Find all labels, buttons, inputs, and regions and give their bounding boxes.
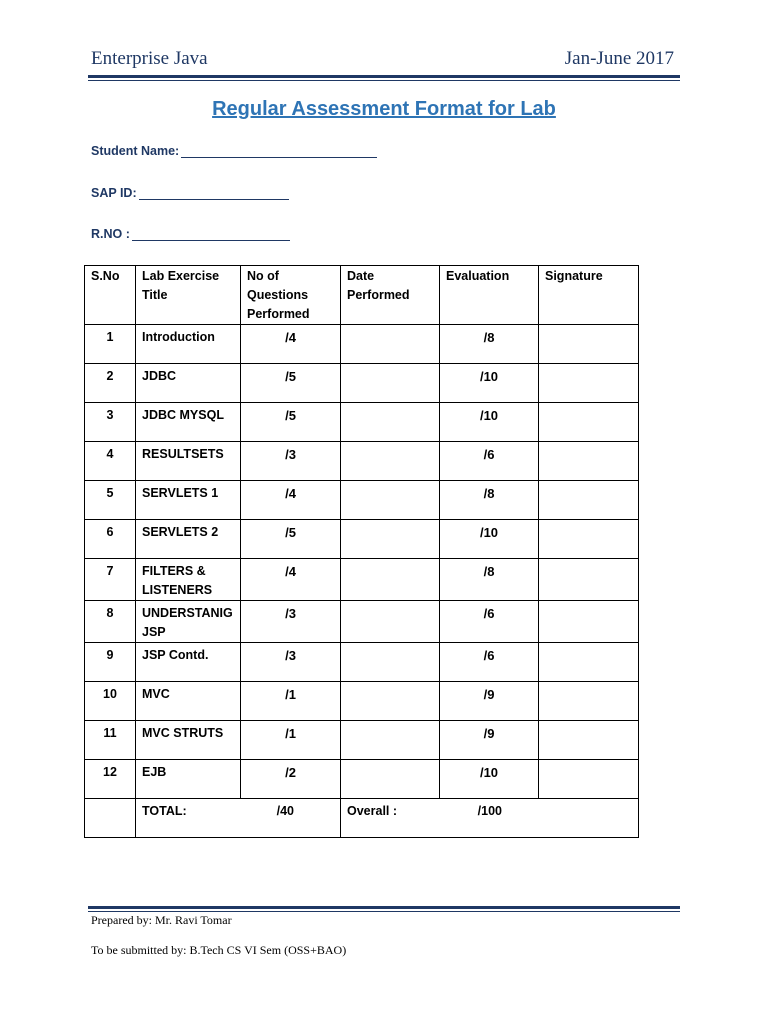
questions-cell: /4 [241,559,341,601]
evaluation-cell: /10 [440,520,539,559]
table-row [85,442,639,481]
sno-cell: 8 [85,601,136,643]
table-row [85,721,639,760]
sno-cell: 12 [85,760,136,799]
evaluation-cell: /6 [440,442,539,481]
col-header-questions: No of Questions Performed [241,266,341,325]
total-cell [136,799,341,838]
header-term: Jan-June 2017 [564,48,674,69]
questions-cell: /3 [241,601,341,643]
signature-cell[interactable] [539,760,639,799]
sno-cell: 5 [85,481,136,520]
title-cell: RESULTSETS [136,442,241,481]
date-cell[interactable] [341,721,440,760]
table-row [85,682,639,721]
signature-cell[interactable] [539,721,639,760]
title-cell: JSP Contd. [136,643,241,682]
lab-assessment-table [84,265,639,838]
evaluation-cell: /8 [440,481,539,520]
sno-cell: 2 [85,364,136,403]
student-name-line [181,145,377,158]
col-header-date: Date Performed [341,266,440,325]
col-header-title: Lab Exercise Title [136,266,241,325]
questions-cell: /1 [241,682,341,721]
questions-cell: /3 [241,442,341,481]
questions-cell: /1 [241,721,341,760]
total-questions: /40 [276,804,294,818]
title-cell: SERVLETS 1 [136,481,241,520]
header-rule-thick [88,75,680,78]
col-header-signature: Signature [539,266,639,325]
table-header-row [85,266,639,325]
evaluation-cell: /10 [440,364,539,403]
signature-cell[interactable] [539,682,639,721]
col-header-evaluation: Evaluation [440,266,539,325]
date-cell[interactable] [341,682,440,721]
total-sno-cell [85,799,136,838]
overall-value: /100 [477,804,502,818]
signature-cell[interactable] [539,481,639,520]
evaluation-cell: /9 [440,682,539,721]
date-cell[interactable] [341,364,440,403]
table-row [85,760,639,799]
date-cell[interactable] [341,442,440,481]
evaluation-cell: /8 [440,559,539,601]
signature-cell[interactable] [539,601,639,643]
sno-cell: 11 [85,721,136,760]
date-cell[interactable] [341,559,440,601]
questions-cell: /5 [241,403,341,442]
rno-field[interactable] [91,227,290,241]
table-row [85,601,639,643]
student-name-field[interactable] [91,144,377,158]
title-cell: JDBC [136,364,241,403]
signature-cell[interactable] [539,442,639,481]
sap-id-field[interactable] [91,186,289,200]
col-header-sno: S.No [85,266,136,325]
overall-label: Overall : [347,804,398,818]
title-cell: Introduction [136,325,241,364]
questions-cell: /5 [241,520,341,559]
evaluation-cell: /10 [440,760,539,799]
overall-cell [341,799,639,838]
footer-rule-thin [88,911,680,912]
title-cell: FILTERS & LISTENERS [136,559,241,601]
sno-cell: 9 [85,643,136,682]
date-cell[interactable] [341,481,440,520]
table-row [85,643,639,682]
evaluation-cell: /6 [440,601,539,643]
questions-cell: /5 [241,364,341,403]
rno-line [132,228,290,241]
sap-id-label: SAP ID: [91,186,137,200]
table-row [85,325,639,364]
table-row [85,559,639,601]
student-name-label: Student Name: [91,144,180,158]
date-cell[interactable] [341,403,440,442]
sno-cell: 4 [85,442,136,481]
signature-cell[interactable] [539,325,639,364]
signature-cell[interactable] [539,520,639,559]
header-rule-thin [88,80,680,81]
sno-cell: 6 [85,520,136,559]
page-title: Regular Assessment Format for Lab [212,98,556,120]
title-cell: UNDERSTANIG JSP [136,601,241,643]
questions-cell: /3 [241,643,341,682]
title-cell: MVC STRUTS [136,721,241,760]
date-cell[interactable] [341,760,440,799]
date-cell[interactable] [341,520,440,559]
footer-rule-thick [88,906,680,909]
signature-cell[interactable] [539,364,639,403]
signature-cell[interactable] [539,403,639,442]
evaluation-cell: /6 [440,643,539,682]
evaluation-cell: /8 [440,325,539,364]
signature-cell[interactable] [539,559,639,601]
date-cell[interactable] [341,325,440,364]
title-cell: JDBC MYSQL [136,403,241,442]
questions-cell: /4 [241,481,341,520]
total-label: TOTAL: [142,804,187,818]
sno-cell: 10 [85,682,136,721]
table-row [85,403,639,442]
prepared-by: Prepared by: Mr. Ravi Tomar [91,913,232,927]
title-cell: SERVLETS 2 [136,520,241,559]
title-cell: MVC [136,682,241,721]
evaluation-cell: /10 [440,403,539,442]
questions-cell: /2 [241,760,341,799]
questions-cell: /4 [241,325,341,364]
table-row [85,520,639,559]
rno-label: R.NO : [91,227,130,241]
header-course: Enterprise Java [91,48,208,69]
table-row [85,364,639,403]
table-row [85,481,639,520]
date-cell[interactable] [341,643,440,682]
sap-id-line [139,187,289,200]
title-cell: EJB [136,760,241,799]
submitted-by: To be submitted by: B.Tech CS VI Sem (OSS+BAO) [91,943,347,957]
sno-cell: 3 [85,403,136,442]
sno-cell: 7 [85,559,136,601]
sno-cell: 1 [85,325,136,364]
date-cell[interactable] [341,601,440,643]
signature-cell[interactable] [539,643,639,682]
total-row [85,799,639,838]
evaluation-cell: /9 [440,721,539,760]
